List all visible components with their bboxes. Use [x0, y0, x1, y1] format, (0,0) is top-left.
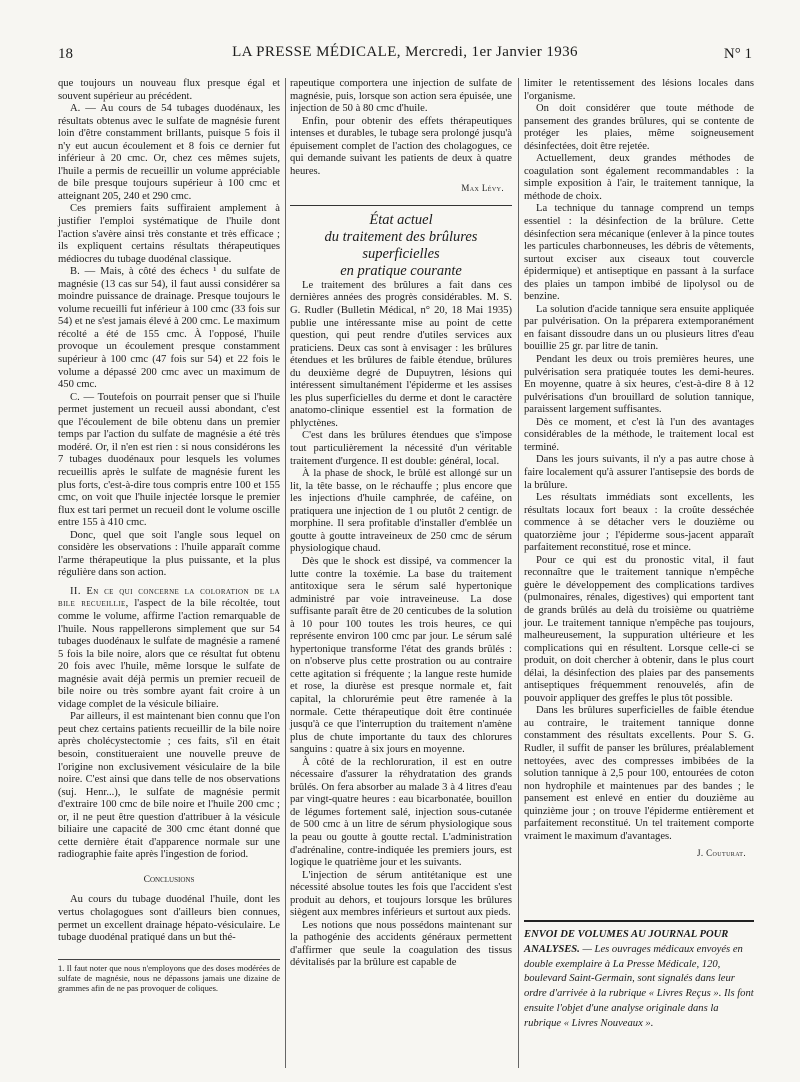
column-divider-2: [518, 78, 519, 1068]
column-right: [524, 78, 754, 860]
issue-number: N° 1: [723, 46, 752, 62]
section-lead: II. En ce qui concerne la coloration de la bile recueillie,: [58, 585, 280, 610]
paragraph: Dans les brûlures superficielles de faible étendue au contraire, le traitement tannique donne constamment des résultats excellents. Pour S. G. Rudler, il suffit de panser les brûlures, préalablement nettoyées, avec des compresses imbibées de la solution tannique à 2,5 pour 100, entourées de coton non hydrophile et maintenues par des bandes ; le pansement est enlevé en entier du douzième au quinzième jour ; on trouve l'épiderme entièrement et parfaitement reconstitué. Un tel traitement comporte vraiment le maximum d'avantages.: [524, 705, 754, 842]
paragraph: À côté de la rechloruration, il est en outre nécessaire d'assurer la réhydratation des grands brûlés. On fera absorber au malade 3 à 4 litres d'eau par vingt-quatre heures : eau bicarbonatée, bouillon de légumes fortement salé, injection sous-cutanée de 500 cmc à un litre de sérum physiologique sous la peau ou goutte à goutte rectal. L'administration d'adrénaline, contre-indiquée les premiers jours, est logique le quatrième jour et les suivants.: [290, 756, 512, 869]
notice-box: [524, 920, 754, 1032]
journal-title: LA PRESSE MÉDICALE, Mercredi, 1er Janvier 1936: [232, 44, 578, 60]
paragraph: Au cours du tubage duodénal l'huile, dont les vertus cholagogues sont d'ailleurs bien connues, permet un excellent drainage hépato-vésiculaire. Le tubage duodénal pratiqué dans un but thé-: [58, 894, 280, 944]
paragraph: Donc, quel que soit l'angle sous lequel on considère les observations : l'huile apparaît comme l'arme thérapeutique la plus puissante, et la plus régulière dans son action.: [58, 529, 280, 579]
page-number: 18: [58, 46, 73, 62]
paragraph: C. — Toutefois on pourrait penser que si l'huile permet justement un recueil aussi abondant, c'est que l'écoulement de bile obtenu dans un premier temps par l'action du sulfate de magnésie a été très modéré. Or, il n'en est rien : si nous considérons les 7 tubages duodénaux pour lesquels les volumes recueillis après le sulfate de magnésie furent les plus forts, c'est-à-dire tous compris entre 100 et 155 cmc, on voit que l'huile injectée lorsque le premier flux est tari permet un recueil dont le volume oscille entre 155 à 410 cmc.: [58, 391, 280, 529]
paragraph: La technique du tannage comprend un temps essentiel : la désinfection de la brûlure. Cette désinfection sera mécanique (enlever à la pince toutes les particules charbonneuses, les débris de vêtements, surtout exciser aux ciseaux tout couvercle épidermique) et antiseptique en passant à la surface des plaies un tampon imbibé de lipolysol ou de benzine.: [524, 203, 754, 303]
paragraph: Dès que le shock est dissipé, va commencer la lutte contre la toxémie. La base du traitement antitoxique sera le sérum salé hypertonique administré par voie intraveineuse. La dose suffisante paraît être de 20 centicubes de la solution à 10 pour 100 toutes les trois heures, ce qui représente environ 100 cmc par jour. Le sérum salé hypertonique transforme l'état des grands brûlés : on n'observe plus cette prostration ou au contraire cette agitation si fréquente ; la langue reste humide et rose, la diurèse est presque normale et, fait capital, la chlorurémie peut être ramenée à la normale. Cette thérapeutique doit être continuée jusqu'à ce que l'interruption du traitement n'amène plus de chute importante du taux des chlorures sanguins : quatre à six jours en moyenne.: [290, 555, 512, 756]
paragraph: Pour ce qui est du pronostic vital, il faut reconnaître que le traitement tannique n'empêche guère le développement des complications tardives (pulmonaires, rénales, digestives) qui emportent tant de grands brûlés au delà du troisième ou quatrième jour. Le traitement tannique n'empêche pas toujours, malheureusement, la suppuration ultérieure et les complications qui en résultent. Lorsque celle-ci se produit, on doit chercher à obtenir, dans le plus court délai, la désinfection des plaies par des pansements antiseptiques fréquemment renouvelés, afin de pouvoir appliquer des greffes le plus tôt possible.: [524, 554, 754, 704]
paragraph: que toujours un nouveau flux presque égal et souvent supérieur au précédent.: [58, 78, 280, 102]
column-divider-1: [285, 78, 286, 1068]
notice-text: — Les ouvrages médicaux envoyés en double exemplaire à La Presse Médicale, 120, boulevard Saint-Germain, sont signalés dans leur ordre d'arrivée à la rubrique « Livres Reçus ». Ils font ensuite l'objet d'une analyse originale dans la rubrique « Livres Nouveaux ».: [524, 943, 754, 1029]
paragraph: La solution d'acide tannique sera ensuite appliquée par pulvérisation. On la préparera extemporanément en faisant dissoudre dans un ou plusieurs litres d'eau bouillie 25 gr. par litre de tanin.: [524, 303, 754, 353]
page-header: [58, 44, 752, 66]
section-divider: [290, 205, 512, 206]
article-title-line2: du traitement des brûlures superficielles: [324, 228, 478, 262]
paragraph-coloration: [58, 586, 280, 711]
paragraph: Le traitement des brûlures a fait dans ces dernières années des progrès considérables. M. S. G. Rudler (Bulletin Médical, n° 20, 18 Mai 1935) publie une intéressante mise au point de cette question, qui peut rendre d'utiles services aux praticiens. Deux cas sont à envisager : les brûlures étendues et les brûlures de faible étendue, brûlures du deuxième degré de Dupuytren, lésions qui intéressent simultanément l'épiderme et les assises les plus superficielles du derme et dont le caractère anatomo-clinique essentiel est la formation de phlyctènes.: [290, 279, 512, 429]
paragraph: On doit considérer que toute méthode de pansement des grandes brûlures, qui se contente de protéger les plaies, même soigneusement désinfectées, doit être rejetée.: [524, 103, 754, 152]
conclusions-heading: Conclusions: [143, 874, 195, 885]
column-middle: [290, 78, 512, 970]
paragraph-text: l'aspect de la bile récoltée, tout comme le volume, affirme l'action remarquable de l'huile. Nous rappellerons simplement que sur 54 tubages duodénaux le sulfate de magnésie a ramené 5 fois la bile noire, alors que ce résultat fut obtenu 20 fois avec l'huile, même lorsque le sulfate de magnésie avait déjà permis un premier recueil de bile noire ou très sombre ayant fait croire à un vidage complet de la vésicule biliaire.: [58, 598, 281, 710]
author-signature: Max Lévy.: [461, 183, 504, 194]
paragraph: À la phase de shock, le brûlé est allongé sur un lit, la tête basse, on le réchauffe ; plus encore que les injections d'huile camphrée, de caféine, on pratiquera une injection de 1 ou plutôt 2 centigr. de morphine. Il sera profitable d'installer d'emblée un goutte à goutte intraveineux de 250 cmc de sérum physiologique chaud.: [290, 468, 512, 555]
article-title-line1: État actuel: [369, 211, 433, 228]
paragraph: Ces premiers faits suffiraient amplement à justifier l'emploi systématique de l'huile dont l'action s'avère ainsi très constante et très efficace ; ils expliquent certains résultats thérapeutiques médiocres du tubage duodénal classique.: [58, 203, 280, 265]
footnote: [58, 959, 280, 993]
paragraph: C'est dans les brûlures étendues que s'impose tout particulièrement la nécessité d'un véritable traitement d'urgence. Il est double: général, local.: [290, 430, 512, 467]
column-left: [58, 78, 280, 993]
paragraph: B. — Mais, à côté des échecs ¹ du sulfate de magnésie (13 cas sur 54), il faut aussi considérer sa moindre puissance de drainage. Presque toujours le volume recueilli fut inférieur à 100 cmc (33 fois sur 54) et ne s'est jamais élevé à 200 cmc. Le maximum récolté a été de 155 cmc. À l'opposé, l'huile provoque un écoulement presque constamment supérieur à 100 cmc (47 fois sur 54) et 22 fois le volume a dépassé 200 cmc avec un maximum de 450 cmc.: [58, 266, 280, 391]
article-title: [290, 212, 512, 280]
paragraph: Pendant les deux ou trois premières heures, une pulvérisation sera pratiquée toutes les demi-heures. En moyenne, quatre à six heures, c'est-à-dire 8 à 12 pulvérisations d'un brouillard de solution tannique, paraissent largement suffisantes.: [524, 354, 754, 416]
paragraph: rapeutique comportera une injection de sulfate de magnésie, puis, lorsque son action sera épuisée, une injection de 50 à 80 cmc d'huile.: [290, 78, 512, 115]
paragraph: Les résultats immédiats sont excellents, les résultats locaux fort beaux : la croûte desséchée commence à se détacher vers le douzième ou quatorzième jour ; l'épiderme sous-jacent apparaît parfaitement reconstitué, rose et mince.: [524, 492, 754, 554]
paragraph: Les notions que nous possédons maintenant sur la pathogénie des accidents généraux permettent d'affirmer que seule la coagulation des tissus dévitalisés par la brûlure est capable de: [290, 919, 512, 969]
paragraph: Dès ce moment, et c'est là l'un des avantages considérables de la méthode, le traitement local est terminé.: [524, 416, 754, 453]
paragraph: limiter le retentissement des lésions locales dans l'organisme.: [524, 78, 754, 102]
paragraph: L'injection de sérum antitétanique est une nécessité absolue toutes les fois que l'accident s'est produit au dehors, et toujours lorsque les brûlures siègent aux membres inférieurs et surtout aux pieds.: [290, 869, 512, 919]
notice-heading: ENVOI DE VOLUMES AU JOURNAL POUR ANALYSES.: [524, 929, 729, 955]
footnote-text: 1. Il faut noter que nous n'employons que des doses modérées de sulfate de magnésie, nous ne dépassons jamais une dizaine de grammes afin de ne pas provoquer de coliques.: [58, 962, 280, 993]
paragraph: A. — Au cours de 54 tubages duodénaux, les résultats obtenus avec le sulfate de magnésie furent loin d'être constamment brillants, puisque 5 fois il n'y eut aucun écoulement et 8 fois ce dernier fut inférieur à 20 cmc. Or, chez ces mêmes sujets, l'huile a permis de recueillir un volume appréciable de bile presque toujours supérieur à 100 cmc et atteignant 205, 240 et 290 cmc.: [58, 103, 280, 202]
article-title-line3: en pratique courante: [340, 262, 462, 279]
paragraph: Actuellement, deux grandes méthodes de coagulation sont également recommandables : la simple exposition à l'air, le traitement tannique, la méthode de choix.: [524, 153, 754, 202]
paragraph: Enfin, pour obtenir des effets thérapeutiques intenses et durables, le tubage sera prolongé jusqu'à épuisement complet de l'action des cholagogues, ce qui demande suivant les patients de deux à quatre heures.: [290, 115, 512, 177]
paragraph: Par ailleurs, il est maintenant bien connu que l'on peut chez certains patients recueillir de la bile noire après cholécystectomie ; ces faits, s'il en était besoin, constitueraient une nouvelle preuve de l'origine non exclusivement vésiculaire de la bile noire. C'est ainsi que dans telle de nos observations (suj. Henr...), le sulfate de magnésie permit d'extraire 100 cmc de bile noire et l'huile 200 cmc ; or, il ne peut être question d'attribuer à la vésicule biliaire une capacité de 300 cmc étant donné que cette dernière était d'apparence normale sur une radiographie faite après l'ingestion de foriod.: [58, 711, 280, 861]
author-signature: J. Couturat.: [696, 848, 746, 859]
paragraph: Dans les jours suivants, il n'y a pas autre chose à faire localement qu'à assurer l'antisepsie des bords de la brûlure.: [524, 454, 754, 491]
